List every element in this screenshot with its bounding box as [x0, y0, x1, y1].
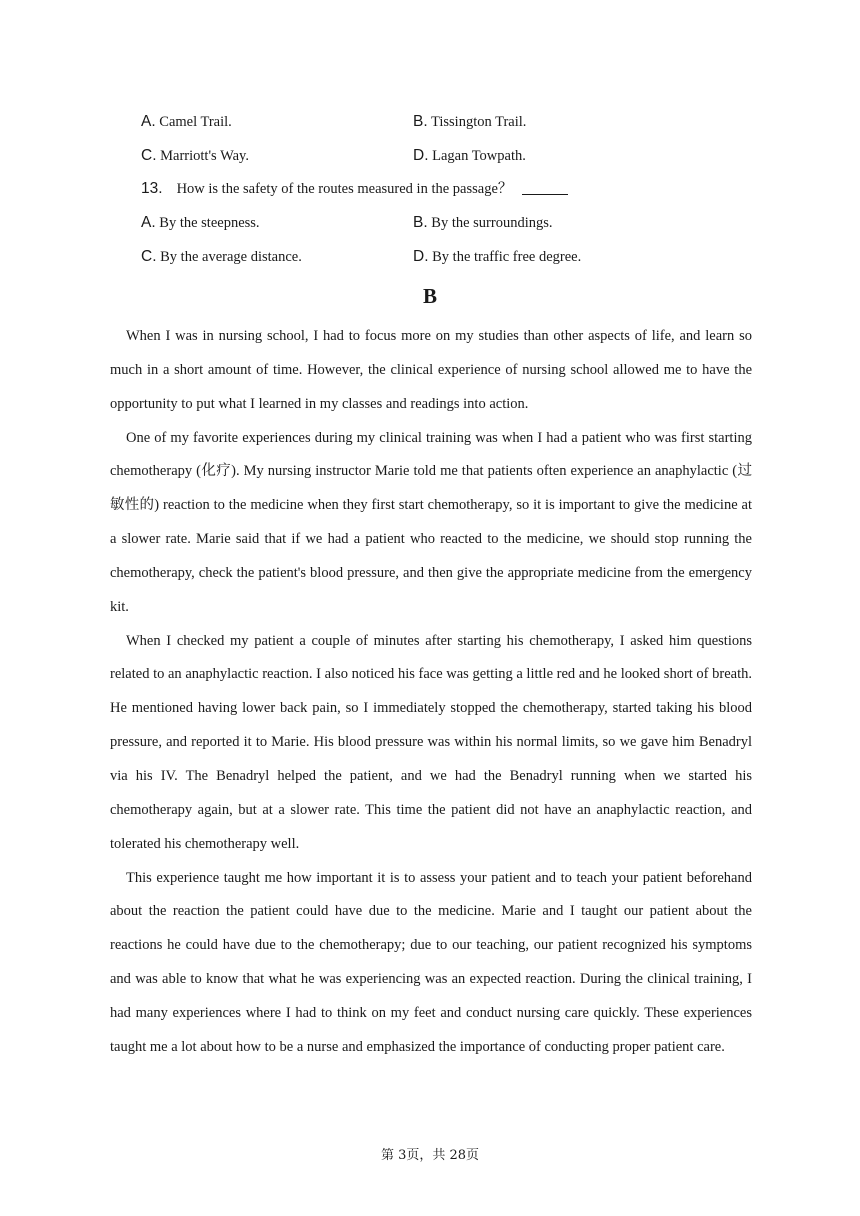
- option-letter: C.: [141, 248, 157, 265]
- passage-paragraph: When I checked my patient a couple of minutes after starting his chemotherapy, I asked him questions related to an anaphylactic reaction. I also noticed his face was getting a little red and he looked short of breath. He mentioned having lower back pain, so I immediately stopped the chemotherapy, started taking his blood pressure, and reported it to Marie. His blood pressure was within his normal limits, so we gave him Benadryl via his IV. The Benadryl helped the patient, and we had the Benadryl running when we started his chemotherapy again, but at a slower rate. This time the patient did not have an anaphylactic reaction, and tolerated his chemotherapy well.: [110, 632, 752, 852]
- option-text: Camel Trail.: [155, 114, 232, 130]
- option-text: By the steepness.: [155, 215, 260, 231]
- q12-option-c[interactable]: [141, 139, 249, 173]
- q12-option-b[interactable]: [413, 105, 526, 139]
- q12-options-row-1: [141, 105, 781, 139]
- answer-blank[interactable]: [522, 193, 568, 195]
- passage-paragraph: One of my favorite experiences during my clinical training was when I had a patient who was first starting chemotherapy (化疗). My nursing instructor Marie told me that patients often experience an anaphylactic (过敏性的) reaction to the medicine when they first start chemotherapy, so it is important to give the medicine at a slower rate. Marie said that if we had a patient who reacted to the medicine, we should stop running the chemotherapy, check the patient's blood pressure, and then give the appropriate medicine from the emergency kit.: [110, 429, 752, 615]
- question-text: How is the safety of the routes measured in the passage？: [176, 181, 513, 197]
- option-text: Lagan Towpath.: [428, 148, 526, 164]
- option-text: By the average distance.: [156, 249, 302, 265]
- question-number: 13.: [141, 180, 163, 197]
- q12-options-row-2: [141, 139, 781, 173]
- option-text: Tissington Trail.: [427, 114, 527, 130]
- q13-option-a[interactable]: [141, 206, 260, 240]
- reading-passage: [110, 320, 752, 1065]
- q13-options-row-2: [141, 240, 781, 274]
- option-letter: D.: [413, 147, 429, 164]
- q12-option-a[interactable]: [141, 105, 232, 139]
- section-title: B: [422, 284, 437, 308]
- option-letter: A.: [141, 113, 156, 130]
- q13-options-row-1: [141, 206, 781, 240]
- option-letter: A.: [141, 214, 156, 231]
- question-13: [141, 172, 568, 206]
- passage-paragraph: This experience taught me how important it is to assess your patient and to teach your patient beforehand about the reaction the patient could have due to the medicine. Marie and I taught our patient about the reactions he could have due to the chemotherapy; due to our teaching, our patient recognized his symptoms and was able to know that what he was experiencing was an expected reaction. During the clinical training, I had many experiences where I had to think on my feet and conduct nursing care quickly. These experiences taught me a lot about how to be a nurse and emphasized the importance of conducting proper patient care.: [110, 869, 752, 1055]
- option-text: Marriott's Way.: [156, 148, 249, 164]
- option-letter: B.: [413, 113, 428, 130]
- q13-option-c[interactable]: [141, 240, 302, 274]
- option-letter: D.: [413, 248, 429, 265]
- q13-option-d[interactable]: [413, 240, 581, 274]
- page-footer: 第 3页，共 28页: [380, 1148, 480, 1163]
- option-letter: C.: [141, 147, 157, 164]
- option-text: By the traffic free degree.: [428, 249, 582, 265]
- option-letter: B.: [413, 214, 428, 231]
- passage-paragraph: When I was in nursing school, I had to focus more on my studies than other aspects of life, and learn so much in a short amount of time. However, the clinical experience of nursing school allowed me to have the opportunity to put what I learned in my classes and readings into action.: [110, 328, 752, 412]
- option-text: By the surroundings.: [427, 215, 553, 231]
- q12-option-d[interactable]: [413, 139, 526, 173]
- q13-option-b[interactable]: [413, 206, 553, 240]
